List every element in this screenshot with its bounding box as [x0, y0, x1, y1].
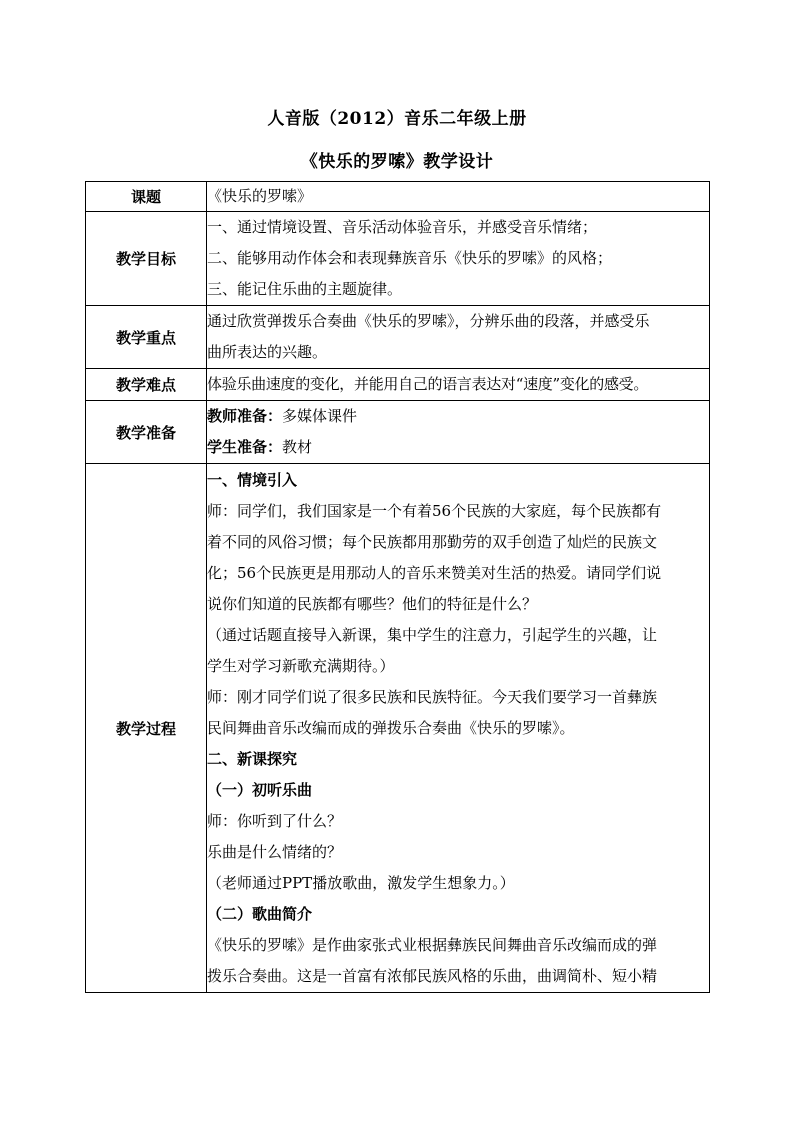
topic-label: 课题 [86, 182, 207, 212]
process-line: （老师通过PPT播放歌曲，激发学生想象力。） [207, 874, 515, 892]
process-line: 《快乐的罗嗦》是作曲家张式业根据彝族民间舞曲音乐改编而成的弹 [207, 936, 658, 954]
key-points-label: 教学重点 [86, 306, 207, 369]
objective-line: 三、能记住乐曲的主题旋律。 [207, 280, 403, 298]
objective-line: 二、能够用动作体会和表现彝族音乐《快乐的罗嗦》的风格； [207, 249, 613, 267]
topic-value-cell [207, 182, 710, 212]
teacher-preparation [207, 401, 709, 432]
process-line: （通过话题直接导入新课，集中学生的注意力，引起学生的兴趣，让 [207, 626, 658, 644]
process-line: 师：你听到了什么？ [207, 812, 343, 830]
process-line: 化；56个民族更是用那动人的音乐来赞美对生活的热爱。请同学们说 [207, 564, 662, 582]
process-row [86, 464, 710, 993]
key-points-cell [207, 306, 710, 369]
process-line: 乐曲是什么情绪的？ [207, 843, 343, 861]
preparation-cell [207, 401, 710, 464]
section-heading: 一、情境引入 [207, 471, 298, 489]
process-line: 着不同的风俗习惯；每个民族都用那勤劳的双手创造了灿烂的民族文 [207, 533, 658, 551]
process-line: 师：刚才同学们说了很多民族和民族特征。今天我们要学习一首彝族 [207, 688, 658, 706]
preparation-label: 教学准备 [86, 401, 207, 464]
document-title: 人音版（2012）音乐二年级上册 [267, 109, 527, 129]
subsection-heading: （一）初听乐曲 [207, 781, 313, 799]
student-preparation [207, 432, 709, 463]
objectives-cell [207, 212, 710, 306]
process-line: 学生对学习新歌充满期待。） [207, 657, 395, 675]
teacher-preparation-value: 多媒体课件 [282, 407, 358, 425]
process-line: 说你们知道的民族都有哪些？他们的特征是什么？ [207, 595, 538, 613]
topic-value: 《快乐的罗嗦》 [207, 187, 313, 205]
difficulties-cell [207, 369, 710, 401]
preparation-row [86, 401, 710, 464]
topic-row [86, 182, 710, 212]
objective-line: 一、通过情境设置、音乐活动体验音乐，并感受音乐情绪； [207, 218, 598, 236]
student-preparation-label: 学生准备： [207, 438, 283, 456]
process-cell [207, 464, 710, 993]
section-heading: 二、新课探究 [207, 750, 298, 768]
process-line: 拨乐合奏曲。这是一首富有浓郁民族风格的乐曲，曲调简朴、短小精 [207, 967, 658, 985]
difficulties-row [86, 369, 710, 401]
key-point-line: 曲所表达的兴趣。 [207, 343, 328, 361]
process-line: 民间舞曲音乐改编而成的弹拨乐合奏曲《快乐的罗嗦》。 [207, 719, 575, 737]
process-line: 师：同学们，我们国家是一个有着56个民族的大家庭，每个民族都有 [207, 502, 662, 520]
difficulties-label: 教学难点 [86, 369, 207, 401]
teacher-preparation-label: 教师准备： [207, 407, 283, 425]
objectives-label: 教学目标 [86, 212, 207, 306]
difficulty-line: 体验乐曲速度的变化，并能用自己的语言表达对“速度”变化的感受。 [207, 375, 649, 393]
key-points-row [86, 306, 710, 369]
objectives-row [86, 212, 710, 306]
process-label: 教学过程 [86, 464, 207, 993]
lesson-plan-table [85, 181, 710, 993]
lesson-title: 《快乐的罗嗦》教学设计 [300, 152, 494, 172]
student-preparation-value: 教材 [282, 438, 313, 456]
subsection-heading: （二）歌曲简介 [207, 905, 313, 923]
key-point-line: 通过欣赏弹拨乐合奏曲《快乐的罗嗦》，分辨乐曲的段落，并感受乐 [207, 312, 650, 330]
